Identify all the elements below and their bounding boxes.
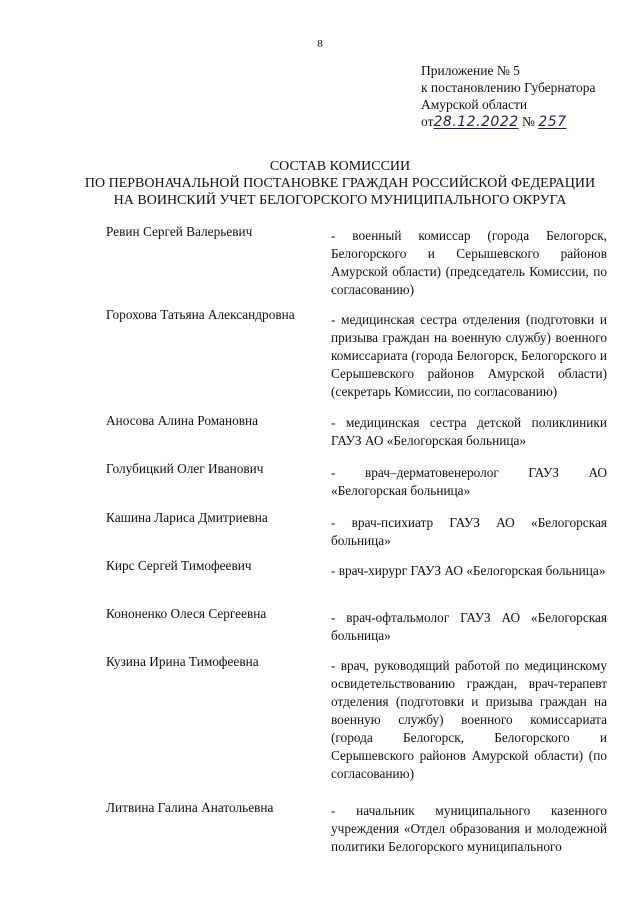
appendix-header xyxy=(421,62,621,131)
handwritten-date: 28.12.2022 xyxy=(433,114,519,130)
appendix-date-line xyxy=(421,113,621,131)
member-role: - начальник муниципального казенного учреждения «Отдел образования и молодежной политики Белогорского муниципального xyxy=(331,803,607,854)
member-name: Горохова Татьяна Александровна xyxy=(106,307,295,322)
handwritten-number: 257 xyxy=(538,114,567,130)
member-name: Голубицкий Олег Иванович xyxy=(106,461,264,476)
member-role: - военный комиссар (города Белогорск, Белогорского и Серышевского районов Амурской области) (председатель Комиссии, по согласованию) xyxy=(331,228,607,297)
document-title xyxy=(60,158,620,209)
member-role: - врач, руководящий работой по медицинскому освидетельствованию граждан, врач-терапевт отделения (подготовки и призыва граждан на военную службу) военного комиссариата (города Белогорск, Белогорского и Серышевского районов Амурской области) (по согласованию) xyxy=(331,658,607,781)
member-role: - медицинская сестра детской поликлиники ГАУЗ АО «Белогорская больница» xyxy=(331,415,607,448)
member-name: Кузина Ирина Тимофеевна xyxy=(106,654,259,669)
member-role: - врач–дерматовенеролог ГАУЗ АО «Белогорская больница» xyxy=(331,465,607,498)
member-name: Кирс Сергей Тимофеевич xyxy=(106,558,252,573)
title-line-2: ПО ПЕРВОНАЧАЛЬНОЙ ПОСТАНОВКЕ ГРАЖДАН РОССИЙСКОЙ ФЕДЕРАЦИИ xyxy=(84,176,596,191)
member-name: Ревин Сергей Валерьевич xyxy=(106,224,253,239)
appendix-region: Амурской области xyxy=(421,97,528,112)
member-name: Кашина Лариса Дмитриевна xyxy=(106,510,268,525)
date-prefix: от xyxy=(421,114,434,129)
member-name: Кононенко Олеся Сергеевна xyxy=(106,606,267,621)
member-name: Аносова Алина Романовна xyxy=(106,413,259,428)
title-line-1: СОСТАВ КОМИССИИ xyxy=(269,159,411,174)
member-name: Литвина Галина Анатольевна xyxy=(106,800,274,815)
title-line-3: НА ВОИНСКИЙ УЧЕТ БЕЛОГОРСКОГО МУНИЦИПАЛЬНОГО ОКРУГА xyxy=(113,193,567,208)
appendix-decree-ref: к постановлению Губернатора xyxy=(421,80,596,95)
member-role: - врач-офтальмолог ГАУЗ АО «Белогорская больница» xyxy=(331,610,607,643)
page-number: 8 xyxy=(317,38,323,50)
appendix-title: Приложение № 5 xyxy=(421,63,520,78)
member-role: - врач-психиатр ГАУЗ АО «Белогорская больница» xyxy=(331,515,607,548)
member-role: - медицинская сестра отделения (подготовки и призыва граждан на военную службу) военного комиссариата (города Белогорск, Белогорского и Серышевского районов Амурской области) (секретарь Комиссии, по согласованию) xyxy=(331,312,607,399)
number-prefix: № xyxy=(522,114,535,129)
member-role: - врач-хирург ГАУЗ АО «Белогорская больница» xyxy=(331,563,606,578)
